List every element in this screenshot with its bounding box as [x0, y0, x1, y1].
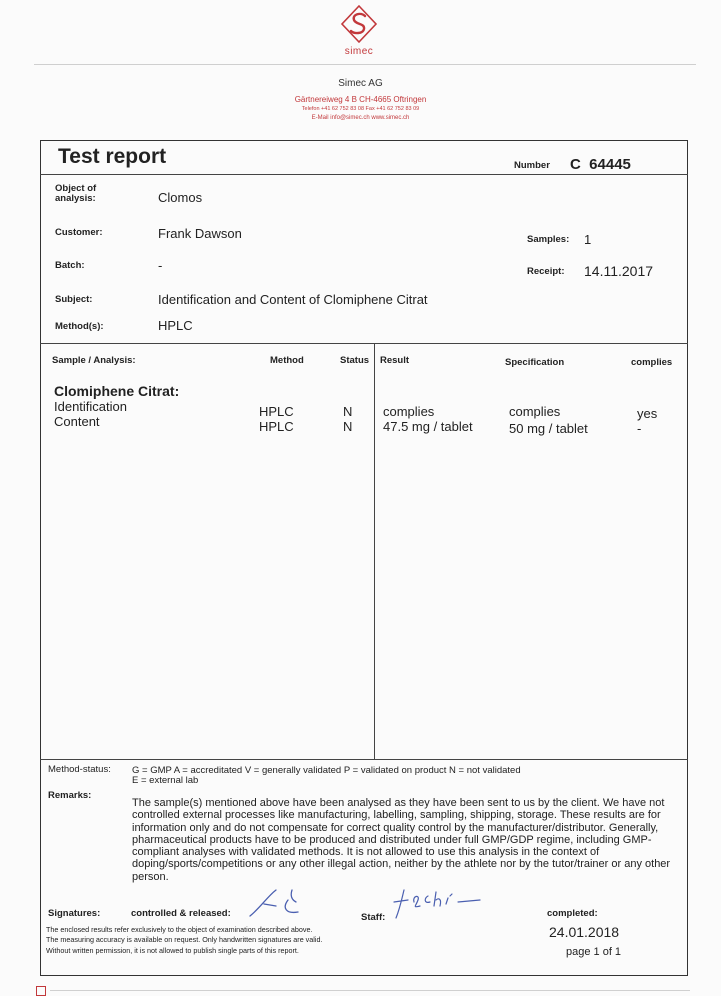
bottom-divider	[50, 990, 690, 991]
samples-label: Samples:	[527, 234, 570, 245]
logo-text: simec	[344, 46, 374, 57]
staff-signature	[390, 888, 500, 922]
header-status: Status	[340, 355, 370, 366]
method-status-label: Method-status:	[48, 764, 111, 775]
remarks-label: Remarks:	[48, 790, 92, 801]
subject-value: Identification and Content of Clomiphene Citrat	[158, 292, 428, 307]
receipt-label: Receipt:	[527, 266, 565, 277]
batch-value: -	[158, 258, 163, 273]
method-status-legend-2: E = external lab	[132, 775, 199, 786]
subject-label: Subject:	[55, 294, 93, 305]
row-1-specification: complies	[509, 404, 561, 419]
object-value: Clomos	[158, 190, 203, 205]
simec-logo-icon	[339, 4, 379, 44]
row-2-status: N	[343, 419, 353, 434]
header-sample-analysis: Sample / Analysis:	[52, 355, 136, 366]
method-status-legend: G = GMP A = accreditated V = generally validated P = validated on product N = not validated	[132, 765, 521, 776]
row-1-complies: yes	[637, 406, 658, 421]
substance-name: Clomiphene Citrat:	[54, 383, 180, 399]
row-1-analysis: Identification	[54, 399, 127, 414]
header-divider	[34, 64, 696, 65]
customer-value: Frank Dawson	[158, 226, 242, 241]
disclaimer-line-1: The enclosed results refer exclusively to the object of examination described above.	[46, 925, 313, 934]
header-result: Result	[380, 355, 410, 366]
row-2-result: 47.5 mg / tablet	[383, 419, 473, 434]
row-1-result: complies	[383, 404, 435, 419]
header-method: Method	[270, 355, 304, 366]
info-divider	[40, 343, 688, 344]
object-label: Object of analysis:	[55, 183, 97, 204]
row-2-analysis: Content	[54, 414, 100, 429]
number-label: Number	[514, 160, 550, 171]
row-2-complies: -	[637, 421, 642, 436]
controller-signature	[246, 886, 326, 920]
header-complies: complies	[631, 357, 673, 368]
simec-logo	[334, 4, 384, 58]
batch-label: Batch:	[55, 260, 85, 271]
methods-value: HPLC	[158, 318, 193, 333]
row-2-method: HPLC	[259, 419, 294, 434]
title-divider	[40, 174, 688, 175]
table-bottom-divider	[40, 759, 688, 760]
result-column-divider	[374, 343, 375, 759]
samples-value: 1	[584, 232, 592, 247]
completed-label: completed:	[547, 908, 598, 919]
company-phone-fax: Telefon +41 62 752 83 08 Fax +41 62 752 83 09	[301, 106, 420, 112]
disclaimer-line-3: Without written permission, it is not allowed to publish single parts of this report.	[46, 946, 299, 955]
remarks-text: The sample(s) mentioned above have been analysed as they have been sent to us by the client. We have not controlled external processes like manufacturing, labelling, sampling, shipping, storage. These results are for information only and do not compensate for correct quality control by the manufacturer/distributor. Generally, pharmaceutical products have to be produced and distributed under full GMP/GDP regime, including GMP-compliant analyses with validated methods. It is not allowed to use this analysis in the context of doping/sports/competitions or any other illegal action, neither by the athlete nor by the tutor/trainer or any other person.	[132, 797, 671, 883]
company-email-web: E-Mail info@simec.ch www.simec.ch	[311, 115, 410, 121]
signatures-label: Signatures:	[48, 908, 101, 919]
report-title: Test report	[58, 145, 167, 168]
row-1-status: N	[343, 404, 353, 419]
company-name: Simec AG	[338, 78, 383, 89]
completed-date: 24.01.2018	[549, 924, 620, 940]
row-2-specification: 50 mg / tablet	[509, 421, 588, 436]
header-specification: Specification	[505, 357, 565, 368]
page-number: page 1 of 1	[566, 946, 622, 958]
customer-label: Customer:	[55, 227, 103, 238]
disclaimer-line-2: The measuring accuracy is available on request. Only handwritten signatures are valid.	[46, 935, 323, 944]
methods-label: Method(s):	[55, 321, 104, 332]
staff-label: Staff:	[361, 912, 386, 923]
company-address: Gärtnereiweg 4 B CH-4665 Oftringen	[294, 95, 427, 104]
page-corner-checkbox	[36, 986, 46, 996]
report-number: C 64445	[570, 156, 631, 173]
receipt-value: 14.11.2017	[584, 263, 654, 279]
row-1-method: HPLC	[259, 404, 294, 419]
controlled-released-label: controlled & released:	[131, 908, 231, 919]
